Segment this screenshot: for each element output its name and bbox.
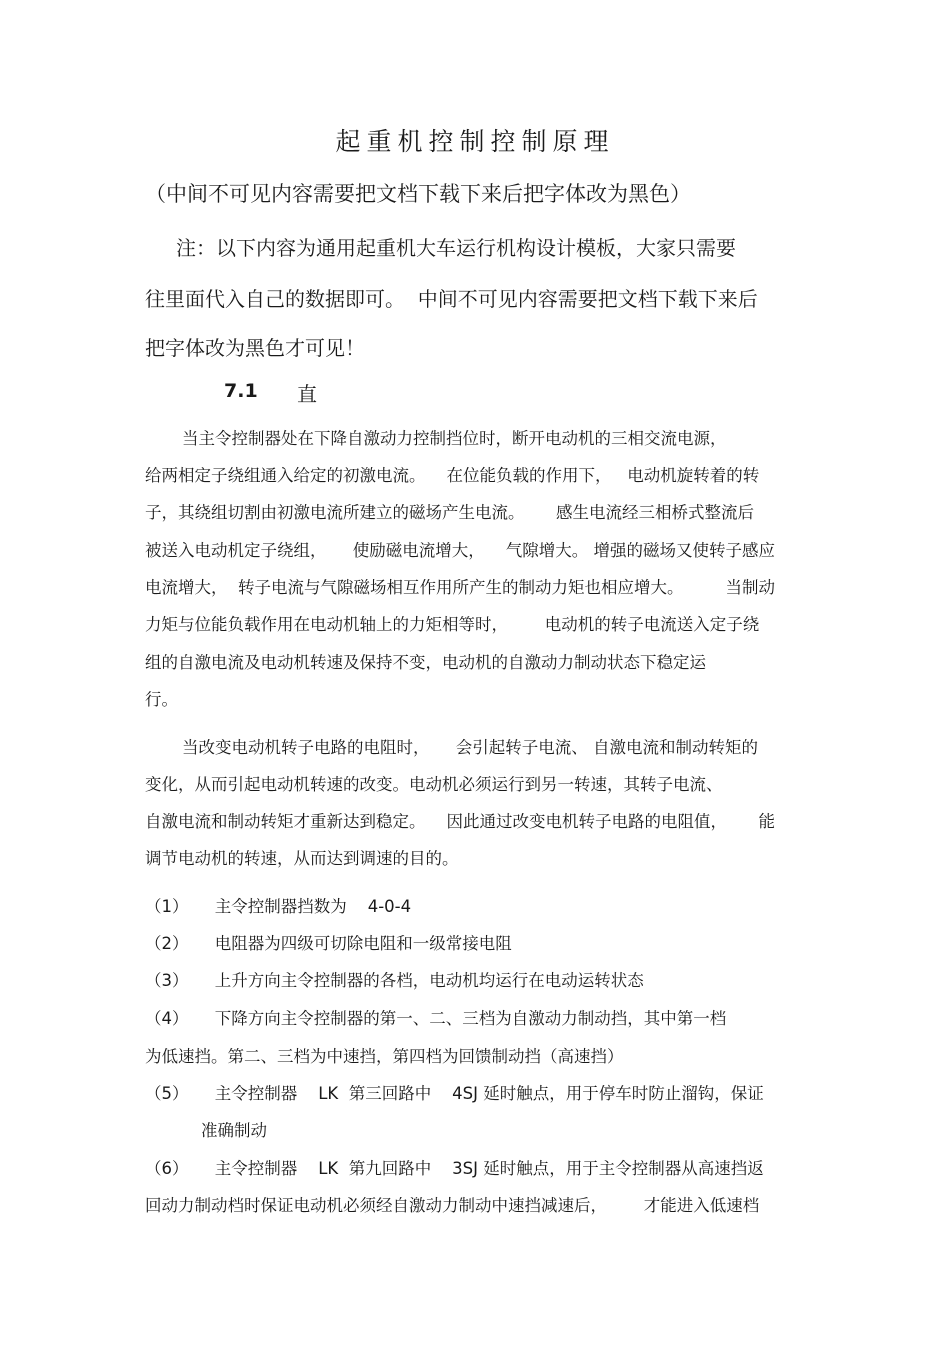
list-item: （2） 电阻器为四级可切除电阻和一级常接电阻 — [145, 934, 512, 953]
list-item-continuation: 为低速挡。第二、三档为中速挡，第四档为回馈制动挡（高速挡） — [145, 1047, 624, 1066]
paragraph-line: 子，其绕组切割由初激电流所建立的磁场产生电流。 感生电流经三相桥式整流后 — [145, 503, 754, 522]
list-item: （6） 主令控制器 LK 第九回路中 3SJ 延时触点，用于主令控制器从高速挡返 — [145, 1159, 764, 1178]
paragraph-line: 给两相定子绕组通入给定的初激电流。 在位能负载的作用下， 电动机旋转着的转 — [145, 466, 760, 485]
paragraph-line: 被送入电动机定子绕组， 使励磁电流增大， 气隙增大。 增强的磁场又使转子感应 — [145, 541, 775, 560]
paragraph-line: 行。 — [145, 690, 178, 709]
paragraph-line: 调节电动机的转速，从而达到调速的目的。 — [145, 849, 459, 868]
list-item: （3） 上升方向主令控制器的各档，电动机均运行在电动运转状态 — [145, 971, 644, 990]
list-item-continuation: 回动力制动档时保证电动机必须经自激动力制动中速挡减速后， 才能进入低速档 — [145, 1196, 760, 1215]
note-line: 往里面代入自己的数据即可。 中间不可见内容需要把文档下载下来后 — [145, 287, 758, 311]
section-number: 7.1 — [224, 380, 258, 402]
paragraph-line: 当主令控制器处在下降自激动力控制挡位时，断开电动机的三相交流电源， — [182, 429, 727, 448]
list-item-continuation: 准确制动 — [201, 1121, 267, 1140]
paragraph-line: 力矩与位能负载作用在电动机轴上的力矩相等时， 电动机的转子电流送入定子绕 — [145, 615, 760, 634]
paragraph-line: 自激电流和制动转矩才重新达到稳定。 因此通过改变电机转子电路的电阻值， 能 — [145, 812, 775, 831]
note-line: 把字体改为黑色才可见！ — [145, 336, 365, 360]
list-item: （1） 主令控制器挡数为 4-0-4 — [145, 897, 412, 916]
note-line: 注：以下内容为通用起重机大车运行机构设计模板，大家只需要 — [176, 236, 736, 260]
page-subtitle: （中间不可见内容需要把文档下载下来后把字体改为黑色） — [145, 182, 691, 206]
paragraph-line: 电流增大， 转子电流与气隙磁场相互作用所产生的制动力矩也相应增大。 当制动 — [145, 578, 775, 597]
section-title: 直 — [297, 382, 317, 406]
paragraph-line: 组的自激电流及电动机转速及保持不变，电动机的自激动力制动状态下稳定运 — [145, 653, 706, 672]
paragraph-line: 变化，从而引起电动机转速的改变。电动机必须运行到另一转速，其转子电流、 — [145, 775, 723, 794]
page-title: 起重机控制控制原理 — [335, 127, 615, 156]
paragraph-line: 当改变电动机转子电路的电阻时， 会引起转子电流、 自激电流和制动转矩的 — [182, 738, 758, 757]
list-item: （4） 下降方向主令控制器的第一、二、三档为自激动力制动挡，其中第一档 — [145, 1009, 727, 1028]
list-item: （5） 主令控制器 LK 第三回路中 4SJ 延时触点，用于停车时防止溜钩，保证 — [145, 1084, 764, 1103]
